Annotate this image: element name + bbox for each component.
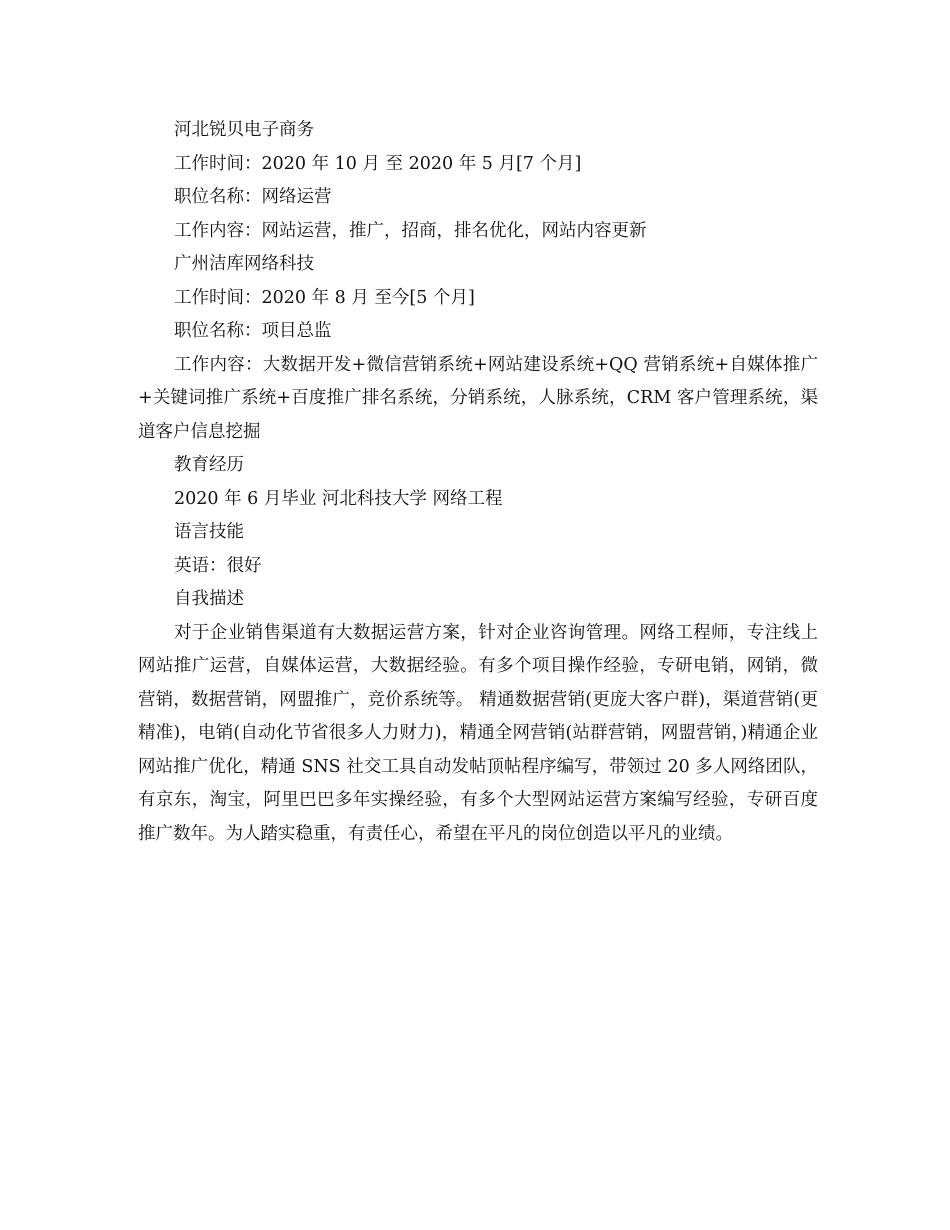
work-time-guangzhou: 工作时间：2020 年 8 月 至今[5 个月] [174,287,475,308]
education-entry: 2020 年 6 月毕业 河北科技大学 网络工程 [174,488,503,509]
language-heading: 语言技能 [174,522,244,542]
resume-content [138,114,818,851]
work-content-hebei: 工作内容：网站运营，推广，招商，排名优化，网站内容更新 [174,220,647,241]
education-heading: 教育经历 [174,455,244,475]
work-company-hebei: 河北锐贝电子商务 [174,120,314,140]
work-company-guangzhou: 广州洁库网络科技 [174,254,314,274]
self-description-heading: 自我描述 [174,589,244,609]
self-description-text: 对于企业销售渠道有大数据运营方案，针对企业咨询管理。网络工程师，专注线上网站推广运营，自媒体运营，大数据经验。有多个项目操作经验，专研电销，网销，微营销，数据营销，网盟推广，竞价系统等。 精通数据营销(更庞大客户群)，渠道营销(更精准)，电销(自动化节省很多人力财力)，精通全网营销(站群营销，网盟营销，)精通企业网站推广优化，精通 SNS 社交工具自动发帖顶帖程序编写，带领过 20 多人网络团队，有京东，淘宝，阿里巴巴多年实操经验，有多个大型网站运营方案编写经验，专研百度推广数年。为人踏实稳重，有责任心，希望在平凡的岗位创造以平凡的业绩。 [138,622,818,844]
work-content-guangzhou: 工作内容：大数据开发+微信营销系统+网站建设系统+QQ 营销系统+自媒体推广+关键词推广系统+百度推广排名系统，分销系统，人脉系统，CRM 客户管理系统，渠道客户信息挖掘 [138,354,818,442]
language-entry: 英语：很好 [174,555,262,576]
work-time-hebei: 工作时间：2020 年 10 月 至 2020 年 5 月[7 个月] [174,153,582,174]
work-position-guangzhou: 职位名称：项目总监 [174,321,332,341]
work-position-hebei: 职位名称：网络运营 [174,187,332,207]
